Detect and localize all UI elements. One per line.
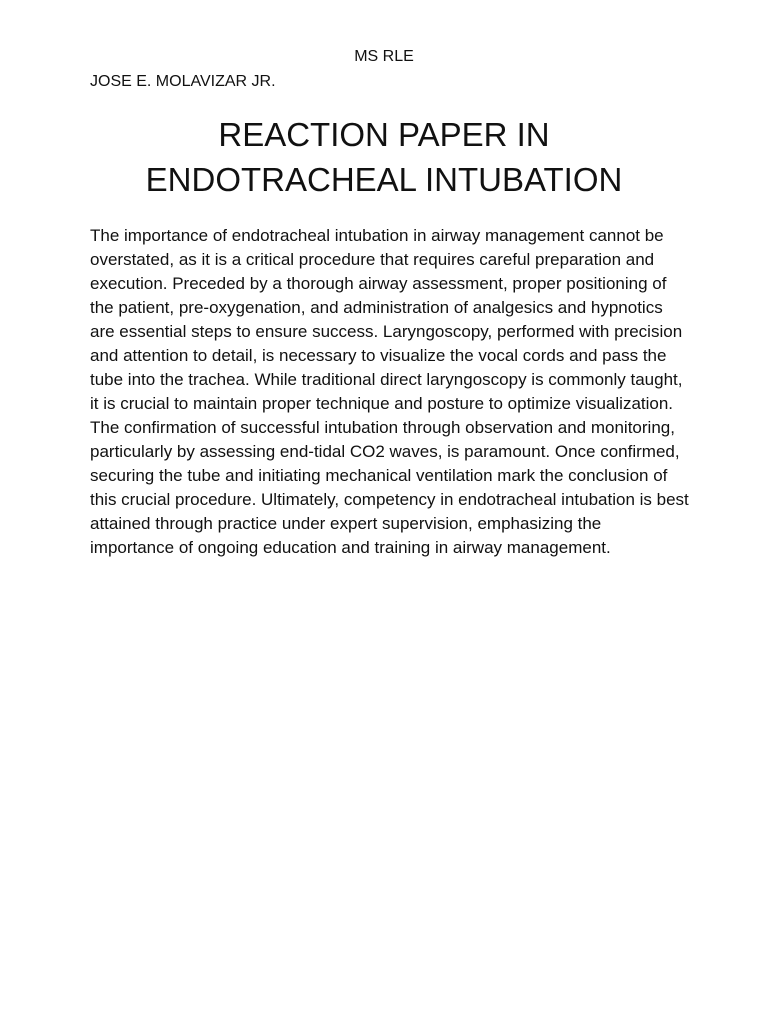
title-line-1: REACTION PAPER IN — [218, 116, 550, 153]
title-line-2: ENDOTRACHEAL INTUBATION — [145, 161, 623, 198]
document-title — [0, 112, 768, 202]
body-paragraph: The importance of endotracheal intubation in airway management cannot be overstated, as it is a critical procedure that requires careful preparation and execution. Preceded by a thorough airway assessment, proper positioning of the patient, pre-oxygenation, and administration of analgesics and hypnotics are essential steps to ensure success. Laryngoscopy, performed with precision and attention to detail, is necessary to visualize the vocal cords and pass the tube into the trachea. While traditional direct laryngoscopy is commonly taught, it is crucial to maintain proper technique and posture to optimize visualization. The confirmation of successful intubation through observation and monitoring, particularly by assessing end-tidal CO2 waves, is paramount. Once confirmed, securing the tube and initiating mechanical ventilation mark the conclusion of this crucial procedure. Ultimately, competency in endotracheal intubation is best attained through practice under expert supervision, emphasizing the importance of ongoing education and training in airway management. — [90, 226, 689, 557]
author-name: JOSE E. MOLAVIZAR JR. — [90, 73, 276, 90]
course-label: MS RLE — [354, 48, 414, 65]
